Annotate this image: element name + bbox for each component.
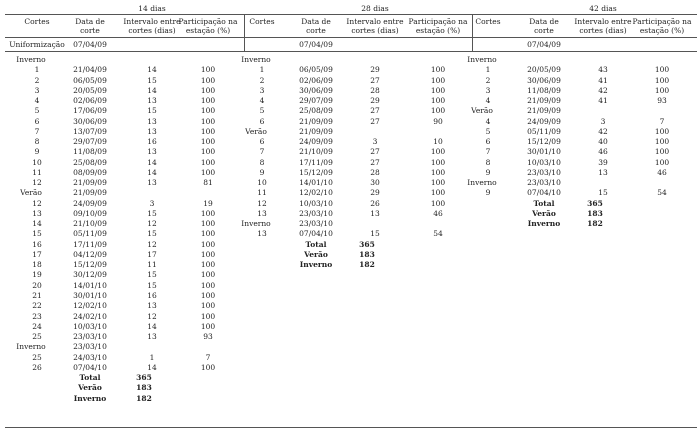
table-cell: 14 bbox=[147, 65, 157, 75]
table-cell: 15 bbox=[147, 75, 157, 85]
table-cell: 9 bbox=[34, 147, 40, 157]
total-value: 365 bbox=[359, 239, 375, 249]
table-cell: 13 bbox=[147, 147, 157, 157]
table-cell: 04/12/09 bbox=[73, 249, 107, 259]
table-cell: 15/12/09 bbox=[527, 137, 561, 147]
table-cell: 24/02/10 bbox=[73, 311, 107, 321]
table-rule bbox=[5, 51, 697, 52]
total-label: Total bbox=[533, 198, 555, 208]
table-cell: 23/03/10 bbox=[527, 178, 561, 188]
table-cell: 15 bbox=[32, 229, 42, 239]
total-label: Inverno bbox=[299, 260, 333, 270]
table-cell: 14 bbox=[147, 362, 157, 372]
table-cell: 13 bbox=[147, 178, 157, 188]
table-cell: 100 bbox=[430, 85, 446, 95]
table-cell: 7 bbox=[259, 147, 265, 157]
table-cell: 39 bbox=[598, 157, 608, 167]
table-cell: 11 bbox=[147, 260, 157, 270]
table-cell: 19 bbox=[32, 270, 42, 280]
table-cell: 21/09/09 bbox=[527, 106, 561, 116]
table-cell: 4 bbox=[485, 96, 491, 106]
table-cell: 17/06/09 bbox=[73, 106, 107, 116]
table-cell: 5 bbox=[34, 106, 40, 116]
total-value: 365 bbox=[587, 198, 603, 208]
table-cell: 14 bbox=[147, 167, 157, 177]
column-header: Participação na estação (%) bbox=[178, 17, 238, 35]
table-cell: 16 bbox=[32, 239, 42, 249]
table-cell: 9 bbox=[485, 188, 491, 198]
table-cell: 41 bbox=[598, 75, 608, 85]
table-cell: 17 bbox=[32, 249, 42, 259]
table-cell: 11 bbox=[257, 188, 267, 198]
table-cell: 15/12/09 bbox=[299, 167, 333, 177]
total-label: Verão bbox=[304, 249, 328, 259]
table-cell: 27 bbox=[370, 157, 380, 167]
table-cell: 29 bbox=[370, 96, 380, 106]
table-cell: 100 bbox=[200, 362, 216, 372]
total-label: Inverno bbox=[527, 219, 561, 229]
table-cell: 17 bbox=[147, 249, 157, 259]
table-cell: 15 bbox=[598, 188, 608, 198]
table-cell: 30/06/09 bbox=[299, 85, 333, 95]
table-cell: 12 bbox=[147, 239, 157, 249]
table-cell: 13 bbox=[370, 208, 380, 218]
table-cell: 21/09/09 bbox=[73, 178, 107, 188]
table-cell: 16 bbox=[147, 290, 157, 300]
table-cell: 14/01/10 bbox=[73, 280, 107, 290]
table-cell: 14 bbox=[147, 85, 157, 95]
table-cell: 100 bbox=[654, 126, 670, 136]
table-cell: 81 bbox=[203, 178, 213, 188]
table-cell: 13 bbox=[598, 167, 608, 177]
table-cell: 28 bbox=[370, 85, 380, 95]
table-cell: 100 bbox=[200, 321, 216, 331]
table-cell: 100 bbox=[430, 96, 446, 106]
table-cell: 12 bbox=[147, 311, 157, 321]
table-cell: 19 bbox=[203, 198, 213, 208]
table-cell: 17/11/09 bbox=[299, 157, 333, 167]
table-cell: 10 bbox=[433, 137, 443, 147]
table-cell: 25 bbox=[32, 352, 42, 362]
table-cell: 20 bbox=[32, 280, 42, 290]
column-header: Cortes bbox=[24, 17, 50, 26]
table-cell: 7 bbox=[34, 126, 40, 136]
table-cell: 11/08/09 bbox=[527, 85, 561, 95]
season-label: Verão bbox=[245, 126, 267, 136]
table-cell: 6 bbox=[259, 137, 265, 147]
season-label: Verão bbox=[20, 188, 42, 198]
table-cell: 3 bbox=[600, 116, 606, 126]
table-cell: 27 bbox=[370, 106, 380, 116]
table-cell: 24/09/09 bbox=[299, 137, 333, 147]
table-cell: 100 bbox=[654, 147, 670, 157]
table-cell: 10/03/10 bbox=[299, 198, 333, 208]
table-cell: 100 bbox=[200, 126, 216, 136]
table-cell: 1 bbox=[485, 65, 491, 75]
table-cell: 30/06/09 bbox=[527, 75, 561, 85]
table-cell: 6 bbox=[485, 137, 491, 147]
table-cell: 100 bbox=[200, 106, 216, 116]
table-cell: 100 bbox=[200, 85, 216, 95]
season-label: Verão bbox=[471, 106, 493, 116]
column-header: Participação na estação (%) bbox=[632, 17, 692, 35]
total-value: 183 bbox=[359, 249, 375, 259]
table-cell: 30 bbox=[370, 178, 380, 188]
table-cell: 100 bbox=[200, 208, 216, 218]
table-cell: 41 bbox=[598, 96, 608, 106]
season-label: Inverno bbox=[467, 55, 497, 64]
column-header: Cortes bbox=[475, 17, 501, 26]
table-cell: 8 bbox=[34, 137, 40, 147]
total-value: 182 bbox=[359, 260, 375, 270]
section-title: 42 dias bbox=[589, 4, 617, 13]
table-cell: 02/06/09 bbox=[73, 96, 107, 106]
table-cell: 3 bbox=[372, 137, 378, 147]
table-cell: 100 bbox=[430, 75, 446, 85]
table-cell: 06/05/09 bbox=[73, 75, 107, 85]
table-cell: 100 bbox=[200, 290, 216, 300]
table-cell: 100 bbox=[430, 198, 446, 208]
table-cell: 30/06/09 bbox=[73, 116, 107, 126]
table-cell: 17/11/09 bbox=[73, 239, 107, 249]
table-cell: 30/01/10 bbox=[73, 290, 107, 300]
column-header: Participação na estação (%) bbox=[408, 17, 468, 35]
column-header: Cortes bbox=[249, 17, 275, 26]
total-label: Verão bbox=[78, 383, 102, 393]
season-label: Inverno bbox=[241, 219, 271, 229]
table-cell: 13 bbox=[257, 208, 267, 218]
table-cell: 40 bbox=[598, 137, 608, 147]
table-cell: 100 bbox=[200, 167, 216, 177]
table-cell: 14/01/10 bbox=[299, 178, 333, 188]
table-cell: 90 bbox=[433, 116, 443, 126]
table-cell: 07/04/10 bbox=[299, 229, 333, 239]
table-cell: 22 bbox=[32, 301, 42, 311]
table-cell: 23 bbox=[32, 311, 42, 321]
table-cell: 18 bbox=[32, 260, 42, 270]
table-cell: 27 bbox=[370, 147, 380, 157]
table-cell: 100 bbox=[654, 137, 670, 147]
table-cell: 29/07/09 bbox=[73, 137, 107, 147]
table-cell: 100 bbox=[430, 106, 446, 116]
table-cell: 10 bbox=[32, 157, 42, 167]
table-cell: 27 bbox=[370, 116, 380, 126]
season-label: Inverno bbox=[16, 55, 46, 64]
table-cell: 21/10/09 bbox=[73, 219, 107, 229]
table-cell: 42 bbox=[598, 126, 608, 136]
table-cell: 46 bbox=[433, 208, 443, 218]
table-cell: 100 bbox=[654, 65, 670, 75]
table-cell: 29 bbox=[370, 188, 380, 198]
table-cell: 24/09/09 bbox=[73, 198, 107, 208]
table-cell: 100 bbox=[654, 157, 670, 167]
total-label: Total bbox=[79, 373, 101, 383]
table-cell: 2 bbox=[34, 75, 40, 85]
table-cell: 100 bbox=[430, 157, 446, 167]
table-cell: 21/09/09 bbox=[299, 116, 333, 126]
table-cell: 13 bbox=[257, 229, 267, 239]
table-cell: 100 bbox=[200, 260, 216, 270]
table-cell: 100 bbox=[200, 249, 216, 259]
table-cell: 27 bbox=[370, 75, 380, 85]
table-cell: 9 bbox=[485, 167, 491, 177]
column-header: Intervalo entre cortes (dias) bbox=[574, 17, 632, 35]
table-cell: 14 bbox=[147, 157, 157, 167]
table-cell: 25 bbox=[32, 332, 42, 342]
table-cell: 4 bbox=[34, 96, 40, 106]
table-cell: 13 bbox=[147, 96, 157, 106]
table-cell: 14 bbox=[32, 219, 42, 229]
table-cell: 09/10/09 bbox=[73, 208, 107, 218]
table-cell: 26 bbox=[370, 198, 380, 208]
table-cell: 100 bbox=[200, 239, 216, 249]
table-cell: 3 bbox=[34, 85, 40, 95]
total-value: 365 bbox=[136, 373, 152, 383]
table-cell: 02/06/09 bbox=[299, 75, 333, 85]
table-cell: 13 bbox=[147, 116, 157, 126]
table-rule bbox=[5, 37, 697, 38]
table-cell: 54 bbox=[433, 229, 443, 239]
table-cell: 26 bbox=[32, 362, 42, 372]
total-value: 183 bbox=[136, 383, 152, 393]
table-cell: 100 bbox=[200, 301, 216, 311]
table-cell: 12 bbox=[32, 198, 42, 208]
total-value: 182 bbox=[587, 219, 603, 229]
table-cell: 3 bbox=[149, 198, 155, 208]
section-title: 14 dias bbox=[138, 4, 166, 13]
table-cell: 4 bbox=[485, 116, 491, 126]
table-cell: 29 bbox=[370, 65, 380, 75]
table-cell: 30/01/10 bbox=[527, 147, 561, 157]
table-cell: 20/05/09 bbox=[527, 65, 561, 75]
table-cell: 12 bbox=[32, 178, 42, 188]
table-cell: 21/10/09 bbox=[299, 147, 333, 157]
table-cell: 15 bbox=[147, 208, 157, 218]
total-label: Total bbox=[305, 239, 327, 249]
uniformization-date: 07/04/09 bbox=[73, 40, 107, 49]
season-label: Inverno bbox=[467, 178, 497, 188]
table-cell: 43 bbox=[598, 65, 608, 75]
table-cell: 1 bbox=[149, 352, 155, 362]
table-cell: 100 bbox=[200, 147, 216, 157]
table-cell: 13 bbox=[32, 208, 42, 218]
table-cell: 93 bbox=[203, 332, 213, 342]
table-cell: 25/08/09 bbox=[73, 157, 107, 167]
table-cell: 100 bbox=[200, 270, 216, 280]
table-cell: 13 bbox=[147, 126, 157, 136]
table-cell: 23/03/10 bbox=[73, 332, 107, 342]
table-cell: 21/09/09 bbox=[73, 188, 107, 198]
table-cell: 07/04/10 bbox=[73, 362, 107, 372]
total-value: 183 bbox=[587, 208, 603, 218]
table-cell: 4 bbox=[259, 96, 265, 106]
table-cell: 54 bbox=[657, 188, 667, 198]
table-cell: 2 bbox=[259, 75, 265, 85]
table-cell: 06/05/09 bbox=[299, 65, 333, 75]
table-cell: 15 bbox=[147, 106, 157, 116]
table-cell: 6 bbox=[34, 116, 40, 126]
table-cell: 1 bbox=[34, 65, 40, 75]
table-cell: 23/03/10 bbox=[527, 167, 561, 177]
table-cell: 6 bbox=[259, 116, 265, 126]
table-cell: 100 bbox=[200, 157, 216, 167]
table-cell: 46 bbox=[598, 147, 608, 157]
table-cell: 100 bbox=[200, 116, 216, 126]
table-cell: 15 bbox=[147, 280, 157, 290]
table-cell: 100 bbox=[200, 229, 216, 239]
table-cell: 100 bbox=[200, 219, 216, 229]
table-cell: 05/11/09 bbox=[527, 126, 561, 136]
table-cell: 100 bbox=[200, 75, 216, 85]
table-cell: 100 bbox=[430, 167, 446, 177]
table-cell: 12/02/10 bbox=[73, 301, 107, 311]
table-cell: 28 bbox=[370, 167, 380, 177]
table-cell: 10 bbox=[257, 178, 267, 188]
table-cell: 23/03/10 bbox=[299, 219, 333, 229]
table-rule bbox=[5, 427, 697, 428]
table-cell: 24 bbox=[32, 321, 42, 331]
table-cell: 12 bbox=[257, 198, 267, 208]
table-cell: 23/03/10 bbox=[299, 208, 333, 218]
table-cell: 16 bbox=[147, 137, 157, 147]
table-cell: 15 bbox=[370, 229, 380, 239]
season-label: Inverno bbox=[241, 55, 271, 64]
table-cell: 46 bbox=[657, 167, 667, 177]
table-cell: 100 bbox=[430, 188, 446, 198]
table-cell: 3 bbox=[485, 85, 491, 95]
table-cell: 23/03/10 bbox=[73, 342, 107, 352]
total-label: Inverno bbox=[73, 393, 107, 403]
uniformization-label: Uniformização bbox=[9, 40, 65, 49]
table-cell: 9 bbox=[259, 167, 265, 177]
table-cell: 20/05/09 bbox=[73, 85, 107, 95]
table-cell: 3 bbox=[259, 85, 265, 95]
table-cell: 100 bbox=[200, 137, 216, 147]
table-cell: 7 bbox=[659, 116, 665, 126]
table-cell: 08/09/09 bbox=[73, 167, 107, 177]
table-cell: 100 bbox=[200, 96, 216, 106]
column-header: Data de corte bbox=[529, 17, 559, 35]
table-cell: 07/04/10 bbox=[527, 188, 561, 198]
table-cell: 30/12/09 bbox=[73, 270, 107, 280]
table-cell: 15 bbox=[147, 270, 157, 280]
table-rule bbox=[5, 14, 697, 15]
table-cell: 42 bbox=[598, 85, 608, 95]
table-cell: 100 bbox=[430, 178, 446, 188]
table-cell: 21/04/09 bbox=[73, 65, 107, 75]
column-header: Data de corte bbox=[301, 17, 331, 35]
uniformization-date: 07/04/09 bbox=[527, 40, 561, 49]
table-cell: 05/11/09 bbox=[73, 229, 107, 239]
table-cell: 13 bbox=[147, 332, 157, 342]
table-cell: 8 bbox=[259, 157, 265, 167]
column-header: Intervalo entre cortes (dias) bbox=[123, 17, 181, 35]
total-value: 182 bbox=[136, 393, 152, 403]
table-cell: 29/07/09 bbox=[299, 96, 333, 106]
table-cell: 15 bbox=[147, 229, 157, 239]
uniformization-date: 07/04/09 bbox=[299, 40, 333, 49]
table-cell: 2 bbox=[485, 75, 491, 85]
table-cell: 100 bbox=[200, 65, 216, 75]
total-label: Verão bbox=[532, 208, 556, 218]
table-cell: 24/03/10 bbox=[73, 352, 107, 362]
table-cell: 13 bbox=[147, 301, 157, 311]
column-header: Data de corte bbox=[75, 17, 105, 35]
table-cell: 25/08/09 bbox=[299, 106, 333, 116]
table-cell: 13/07/09 bbox=[73, 126, 107, 136]
table-cell: 93 bbox=[657, 96, 667, 106]
table-cell: 5 bbox=[259, 106, 265, 116]
table-cell: 100 bbox=[430, 147, 446, 157]
table-cell: 11/08/09 bbox=[73, 147, 107, 157]
table-cell: 12/02/10 bbox=[299, 188, 333, 198]
season-label: Inverno bbox=[16, 342, 46, 352]
table-cell: 100 bbox=[200, 311, 216, 321]
table-cell: 21/09/09 bbox=[299, 126, 333, 136]
section-title: 28 dias bbox=[361, 4, 389, 13]
table-cell: 100 bbox=[200, 280, 216, 290]
table-cell: 7 bbox=[485, 147, 491, 157]
table-cell: 15/12/09 bbox=[73, 260, 107, 270]
column-header: Intervalo entre cortes (dias) bbox=[346, 17, 404, 35]
table-cell: 10/03/10 bbox=[527, 157, 561, 167]
table-cell: 1 bbox=[259, 65, 265, 75]
table-cell: 21/09/09 bbox=[527, 96, 561, 106]
table-cell: 8 bbox=[485, 157, 491, 167]
table-cell: 10/03/10 bbox=[73, 321, 107, 331]
table-cell: 21 bbox=[32, 290, 42, 300]
table-cell: 100 bbox=[654, 85, 670, 95]
table-cell: 7 bbox=[205, 352, 211, 362]
table-cell: 14 bbox=[147, 321, 157, 331]
table-cell: 11 bbox=[32, 167, 42, 177]
table-cell: 100 bbox=[654, 75, 670, 85]
table-cell: 12 bbox=[147, 219, 157, 229]
table-cell: 5 bbox=[485, 126, 491, 136]
table-cell: 100 bbox=[430, 65, 446, 75]
table-cell: 24/09/09 bbox=[527, 116, 561, 126]
